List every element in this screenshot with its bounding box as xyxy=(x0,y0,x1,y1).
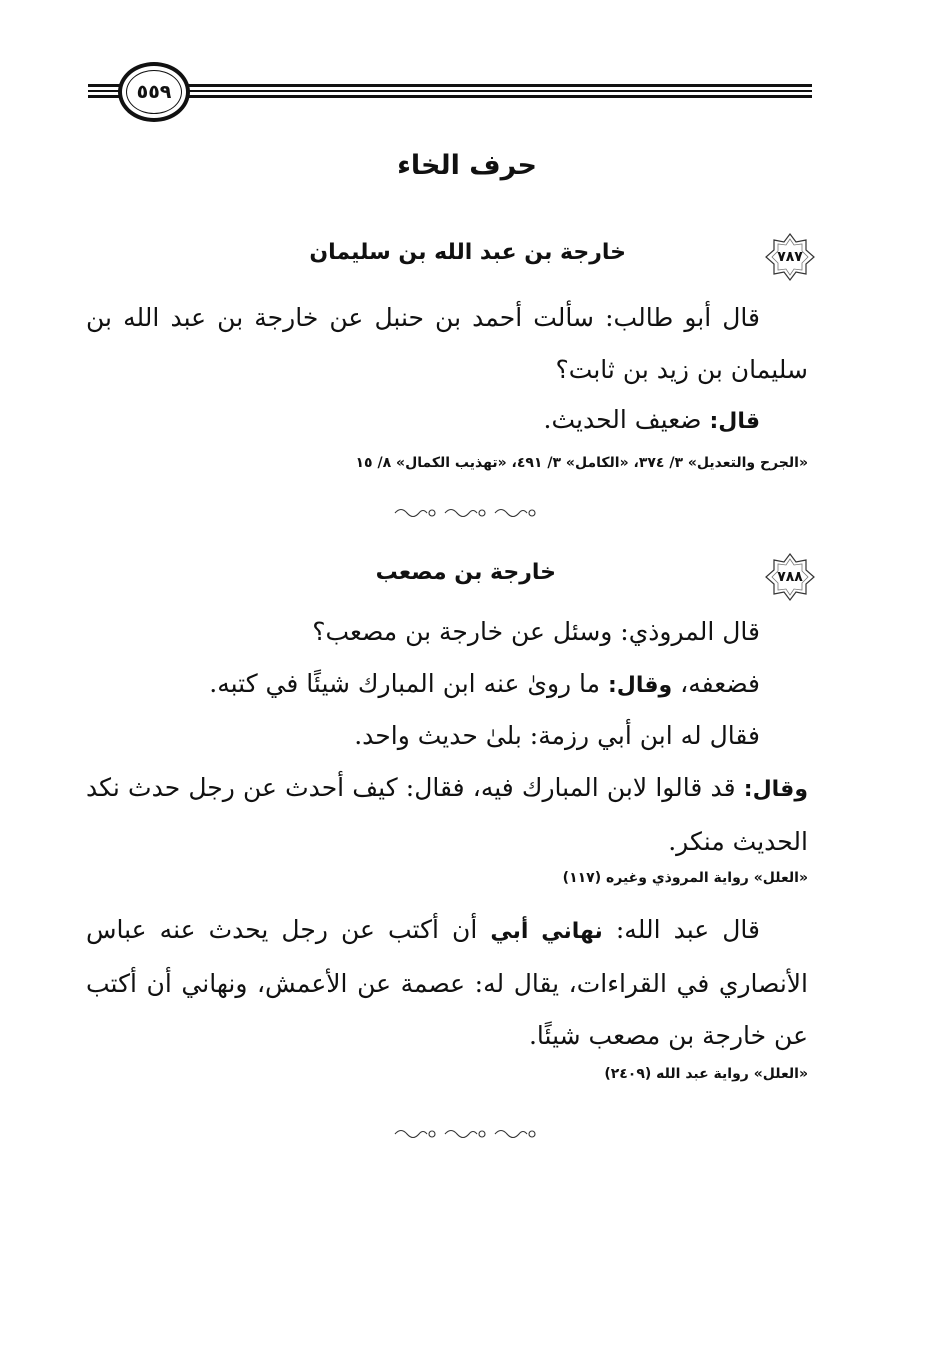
paragraph-text: ضعيف الحديث. xyxy=(543,405,710,434)
page-number: ٥٥٩ xyxy=(136,81,172,103)
entry-788-header xyxy=(120,552,816,602)
bold-phrase: قال: xyxy=(709,409,760,434)
entry-787-header xyxy=(120,232,816,282)
entry-number: ٧٨٨ xyxy=(777,569,803,585)
entry-788-paragraph-5 xyxy=(86,904,808,1062)
entry-number: ٧٨٧ xyxy=(777,249,803,265)
entry-788-paragraph-3: فقال له ابن أبي رزمة: بلىٰ حديث واحد. xyxy=(354,721,760,750)
section-divider-ornament xyxy=(0,503,934,527)
entry-788-reference-1: «العلل» رواية المروذي وغيره (١١٧) xyxy=(562,870,808,886)
entry-title: خارجة بن عبد الله بن سليمان xyxy=(309,240,626,265)
chapter-title: حرف الخاء xyxy=(397,150,537,181)
bold-phrase: نهاني أبي xyxy=(490,919,603,944)
paragraph-text: قد قالوا لابن المبارك فيه، فقال: كيف أحدث عن رجل حدث نكد الحديث منكر. xyxy=(86,773,808,856)
entry-788-paragraph-1: قال المروذي: وسئل عن خارجة بن مصعب؟ xyxy=(312,617,760,646)
floral-divider-icon xyxy=(387,1124,547,1144)
paragraph-text: أن أكتب عن رجل يحدث عنه عباس الأنصاري في القراءات، يقال له: عصمة عن الأعمش، ونهاني أن أكتب عن خارجة بن مصعب شيئًا. xyxy=(86,915,808,1050)
entry-787-paragraph-1: قال أبو طالب: سألت أحمد بن حنبل عن خارجة بن عبد الله بن سليمان بن زيد بن ثابت؟ xyxy=(86,303,808,384)
entry-788-paragraph-2 xyxy=(86,658,808,712)
header-rule xyxy=(88,84,812,100)
page-number-badge xyxy=(118,62,190,122)
entry-788-paragraph-4 xyxy=(86,762,808,868)
entry-title: خارجة بن مصعب xyxy=(375,560,556,585)
paragraph-text: ما روىٰ عنه ابن المبارك شيئًا في كتبه. xyxy=(209,669,608,698)
entry-787-reference: «الجرح والتعديل» ٣/ ٣٧٤، «الكامل» ٣/ ٤٩١، «تهذيب الكمال» ٨/ ١٥ xyxy=(355,455,808,471)
paragraph-text: قال عبد الله: xyxy=(602,915,760,944)
entry-number-badge xyxy=(764,552,816,602)
entry-number-badge xyxy=(764,232,816,282)
floral-divider-icon xyxy=(387,503,547,523)
paragraph-text: فضعفه، xyxy=(672,669,760,698)
section-divider-ornament xyxy=(0,1124,934,1148)
entry-787-paragraph-2 xyxy=(86,394,808,448)
entry-788-reference-2: «العلل» رواية عبد الله (٢٤٠٩) xyxy=(604,1066,808,1082)
bold-phrase: وقال: xyxy=(743,777,808,802)
bold-phrase: وقال: xyxy=(608,673,673,698)
